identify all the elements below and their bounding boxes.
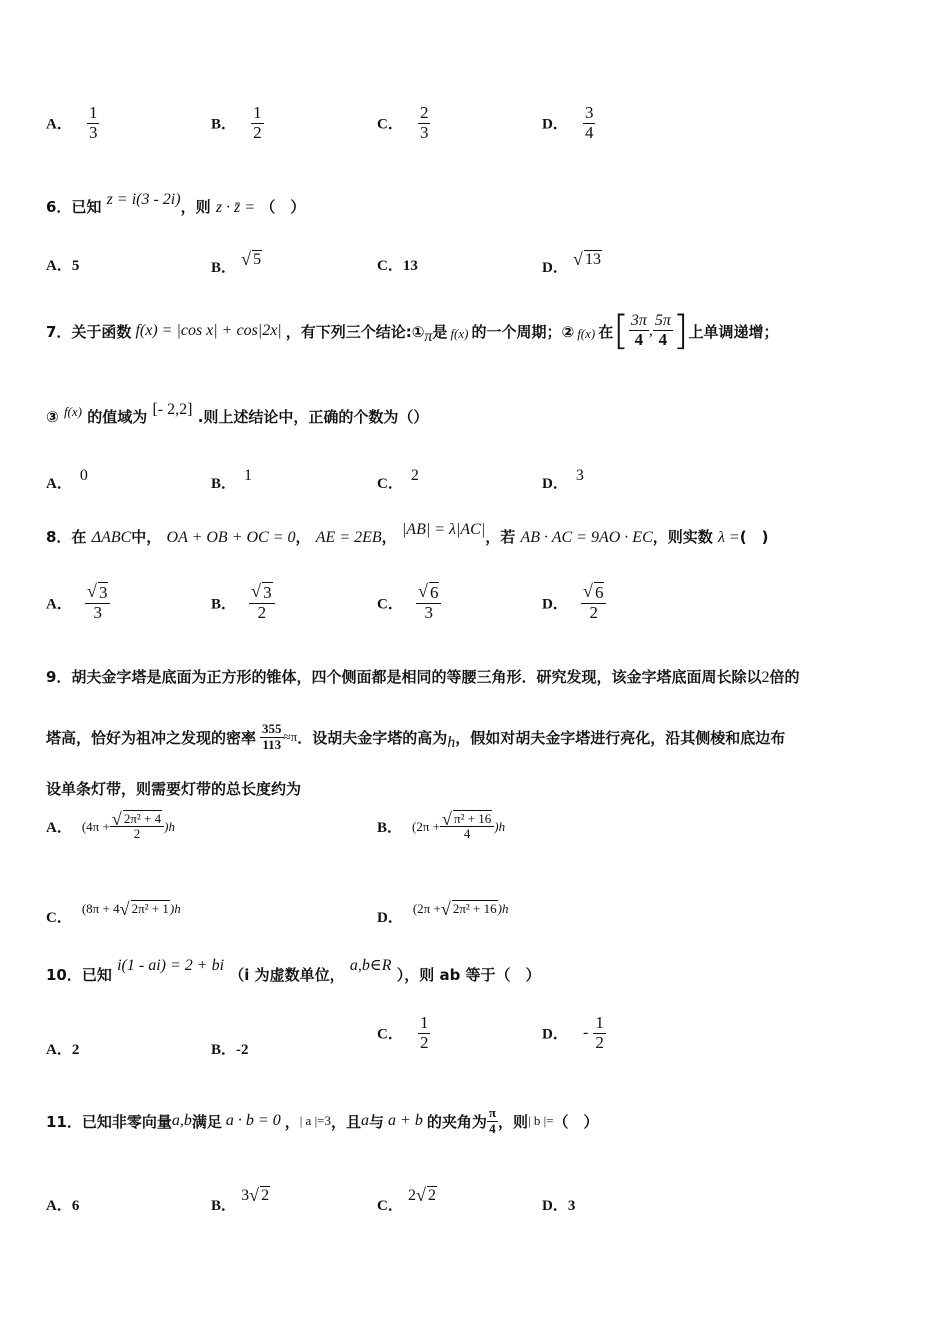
option-label: C． xyxy=(377,596,403,613)
option-value: 3 xyxy=(575,467,584,484)
q8-vector-eq-2: AE = 2EB xyxy=(315,529,382,546)
option-label: C． xyxy=(377,258,403,274)
q9-stem-line1: 9．胡夫金字塔是底面为正方形的锥体，四个侧面都是相同的等腰三角形．研究发现，该金字塔底面周长除以2倍的 xyxy=(46,668,800,686)
fraction: √ $\frac{6}{2}$ xyxy=(581,584,607,622)
option-value: 1 xyxy=(244,467,253,484)
q11-option-b[interactable]: B． 3√ 2 xyxy=(211,1184,270,1205)
q5-option-a[interactable] xyxy=(46,104,99,142)
q9-option-d[interactable]: D． (2π + √ 2π² + 16 )h xyxy=(377,898,508,919)
q8-stem: 8．在 ΔABC中， OA + OB + OC = 0， AE = 2EB， |AB| = λ|AC|，若 AB · AC = 9AO · EC，则实数 λ =( ) xyxy=(46,521,769,546)
sqrt: √ 13 xyxy=(573,251,602,269)
q7-stem-line1: 7．关于函数 f(x) = |cos x| + cos|2x| ，有下列三个结论:① π 是 f(x) 的一个周期；② f(x) 在 [ $\frac{3\pi}{4}$ , $\frac{5\pi}{4}$ ] 上单调递增； xyxy=(46,308,779,354)
q10-stem: 10．已知 i(1 - ai) = 2 + bi （i 为虚数单位， a,b∈R ），则 ab 等于（ ） xyxy=(46,957,541,984)
fraction: $\frac{2}{3}$ xyxy=(419,103,429,142)
q10-expr: i(1 - ai) = 2 + bi xyxy=(117,957,225,974)
fraction: $\frac{3}{4}$ xyxy=(584,103,594,142)
option-label: B． xyxy=(211,1198,237,1214)
q10-option-a[interactable]: A．2 xyxy=(46,1042,80,1058)
option-label: C． xyxy=(377,476,403,492)
fraction: $\frac{1}{2}$ xyxy=(419,1013,429,1052)
q8-option-c[interactable] xyxy=(377,584,441,622)
fraction: $\frac{1}{2}$ xyxy=(253,103,262,142)
option-label: A． xyxy=(46,820,72,837)
q8-option-a[interactable] xyxy=(46,584,110,622)
sqrt: √ 5 xyxy=(241,251,262,269)
q8-option-d[interactable] xyxy=(542,584,606,622)
option-label: D． xyxy=(542,1026,568,1043)
q6-option-c[interactable] xyxy=(377,254,418,275)
option-value: 0 xyxy=(79,467,88,484)
option-label: B． xyxy=(211,596,237,613)
q11-option-d[interactable]: D．3 xyxy=(542,1198,576,1214)
q11-stem: 11．已知非零向量 a,b 满足 a · b = 0 ， | a |=3 ，且 a 与 a + b 的夹角为 $\frac{\pi}{4}$ ，则 | b |= （ ） xyxy=(46,1105,599,1136)
q7-option-a[interactable] xyxy=(46,464,88,492)
q10-option-b[interactable]: B．-2 xyxy=(211,1042,249,1058)
q10-option-d[interactable]: D． - $\frac{1}{2}$ xyxy=(542,1013,604,1052)
fraction: √ $\frac{6}{3}$ xyxy=(416,584,442,622)
option-label: B． xyxy=(211,116,237,133)
fraction: √ $\frac{3}{3}$ xyxy=(85,584,111,622)
fraction: $\frac{355}{113}$ xyxy=(262,721,282,752)
q7-range: [- 2,2] xyxy=(152,401,193,418)
q8-vector-eq-4: AB · AC = 9AO · EC xyxy=(520,529,653,546)
option-label: A． xyxy=(46,116,72,133)
q6-stem: 6．已知 z = i(3 - 2i)，则 z · z̄ = （ ） xyxy=(46,191,306,216)
q10-option-c[interactable] xyxy=(377,1014,430,1052)
q9-option-b[interactable]: B． (2π + √ $\frac{\text{π² + 16}}{4}$ )h xyxy=(377,812,505,842)
option-label: C． xyxy=(377,1198,403,1214)
q6-option-a[interactable] xyxy=(46,254,79,275)
q5-option-c[interactable] xyxy=(377,104,430,142)
q5-option-b[interactable] xyxy=(211,104,264,142)
option-label: C． xyxy=(46,910,72,926)
q9-option-a[interactable]: A． (4π + √ $\frac{\text{2π² + 4}}{2}$ )h xyxy=(46,812,175,842)
option-label: B． xyxy=(211,1042,237,1058)
q9-stem-line3: 设单条灯带，则需要灯带的总长度约为 xyxy=(46,780,302,798)
q7-option-b[interactable] xyxy=(211,464,253,492)
pi-symbol: π xyxy=(424,328,433,345)
option-label: D． xyxy=(542,1198,568,1214)
fraction: $\frac{\pi}{4}$ xyxy=(488,1105,496,1136)
option-label: C． xyxy=(377,116,403,133)
option-label: D． xyxy=(542,476,568,492)
option-label: A． xyxy=(46,1042,72,1058)
q8-vector-eq-1: OA + OB + OC = 0 xyxy=(166,529,296,546)
option-label: D． xyxy=(542,260,568,276)
option-label: A． xyxy=(46,258,72,274)
interval-right-bracket: ] xyxy=(672,308,689,354)
q6-option-b[interactable] xyxy=(211,248,262,276)
option-value: 5 xyxy=(71,258,80,274)
option-value: 2 xyxy=(410,467,419,484)
q8-option-b[interactable] xyxy=(211,584,275,622)
q11-option-a[interactable]: A．6 xyxy=(46,1198,80,1214)
q7-option-c[interactable] xyxy=(377,464,419,492)
option-label: D． xyxy=(377,910,403,926)
option-label: A． xyxy=(46,476,72,492)
fraction: √ $\frac{3}{2}$ xyxy=(249,584,275,622)
option-label: A． xyxy=(46,1198,72,1214)
option-label: D． xyxy=(542,596,568,613)
q9-option-c[interactable]: C． (8π + 4 √ 2π² + 1 )h xyxy=(46,898,181,919)
q8-vector-eq-3: |AB| = λ|AC| xyxy=(401,521,486,538)
option-label: D． xyxy=(542,116,568,133)
fraction: √ $\frac{\text{π² + 16}}{4}$ xyxy=(440,812,494,842)
q7-func: f(x) = |cos x| + cos|2x| xyxy=(135,322,282,339)
q9-stem-line2: 塔高，恰好为祖冲之发现的密率 $\frac{355}{113}$ ≈π ．设胡夫金字塔的高为 h ，假如对胡夫金字塔进行亮化，沿其侧棱和底边布 xyxy=(46,721,786,752)
q5-option-d[interactable] xyxy=(542,104,595,142)
q6-expr: z = i(3 - 2i) xyxy=(106,191,181,208)
fraction: $\frac{3\pi}{4}$ xyxy=(630,312,647,349)
option-label: C． xyxy=(377,1026,403,1043)
option-value: 13 xyxy=(402,258,418,274)
fraction: $\frac{1}{3}$ xyxy=(88,103,98,142)
option-label: B． xyxy=(377,820,403,837)
q7-stem-line2: ③ f(x) 的值域为 [- 2,2] .则上述结论中，正确的个数为（） xyxy=(46,401,429,426)
fraction: √ $\frac{\text{2π² + 4}}{2}$ xyxy=(110,812,164,842)
q11-option-c[interactable]: C． 2√ 2 xyxy=(377,1184,437,1205)
option-label: B． xyxy=(211,476,237,492)
option-label: A． xyxy=(46,596,72,613)
q6-option-d[interactable] xyxy=(542,248,602,276)
interval-left-bracket: [ xyxy=(613,308,629,354)
q7-option-d[interactable] xyxy=(542,464,584,492)
fraction: $\frac{5\pi}{4}$ xyxy=(654,312,671,349)
q6-expr2: z · z̄ = xyxy=(215,199,256,216)
option-label: B． xyxy=(211,260,237,276)
fraction: $\frac{1}{2}$ xyxy=(595,1013,604,1052)
